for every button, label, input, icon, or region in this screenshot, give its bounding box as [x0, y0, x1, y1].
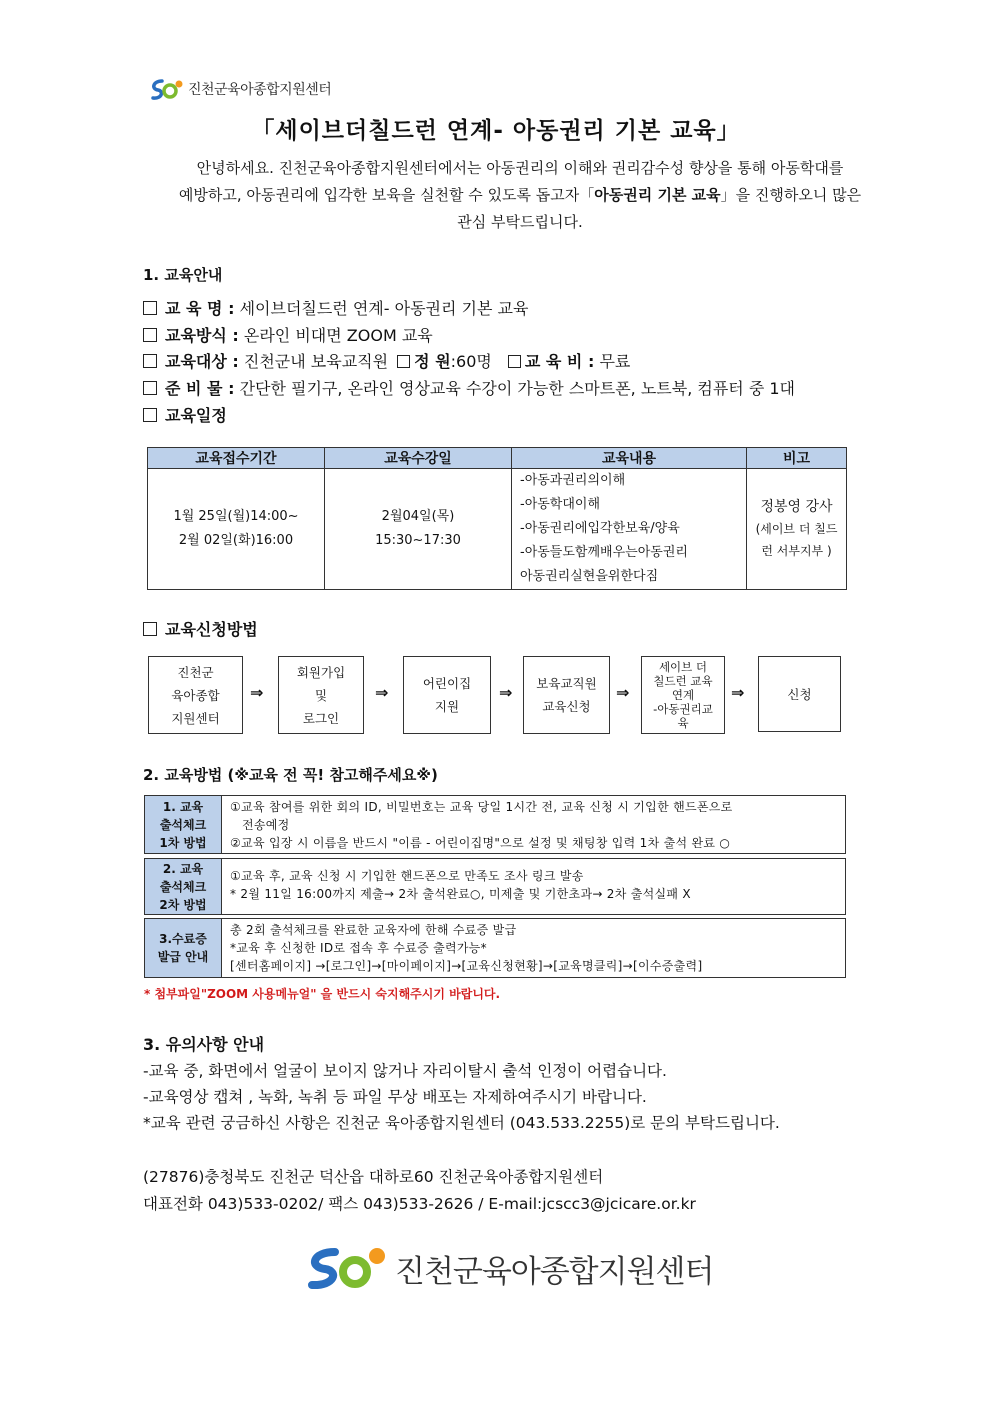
- method-text: ①교육 참여를 위한 회의 ID, 비밀번호는 교육 당일 1시간 전, 교육 신청 시 기입한 핸드폰으로 전송예정 ②교육 입장 시 이름을 반드시 "이름 - 어린이집명"으로 설정 및 채팅창 입력 1차 출석 완료 ○: [230, 800, 733, 850]
- caution-line: -교육 중, 화면에서 얼굴이 보이지 않거나 자리이탈시 출석 인정이 어렵습니다.: [143, 1062, 667, 1080]
- flow-arrow-icon: ⇒: [499, 683, 513, 702]
- checkbox-icon: [143, 328, 157, 342]
- apply-heading: 교육신청방법: [143, 617, 258, 640]
- caution-line: -교육영상 캡쳐 , 녹화, 녹취 등 파일 무상 배포는 자제하여주시기 바랍니다.: [143, 1088, 647, 1106]
- caution-line: *교육 관련 궁금하신 사항은 진천군 육아종합지원센터 (043.533.2255)로 문의 부탁드립니다.: [143, 1114, 780, 1132]
- center-logo-icon: [150, 76, 184, 102]
- flow-arrow-icon: ⇒: [375, 683, 389, 702]
- method-text: 총 2회 출석체크를 완료한 교육자에 한해 수료증 발급 *교육 후 신청한 ID로 접속 후 수료증 출력가능* [센터홈페이지] →[로그인]→[마이페이지]→[교육신청현황]→[교육명클릭]→[이수증출력]: [230, 923, 703, 973]
- method-row-3: [144, 918, 846, 978]
- step-box-signup: 회원가입 및 로그인: [278, 656, 364, 734]
- method-row-2: [144, 858, 846, 915]
- col-header-note: 비고: [747, 448, 847, 469]
- checkbox-icon: [397, 355, 410, 368]
- info-row-prep: 준 비 물 : 간단한 필기구, 온라인 영상교육 수강이 가능한 스마트폰, 노트북, 컴퓨터 중 1대: [143, 376, 795, 399]
- checkbox-icon: [143, 408, 157, 422]
- col-header-content: 교육내용: [512, 448, 747, 469]
- method-text: ①교육 후, 교육 신청 시 기입한 핸드폰으로 만족도 조사 링크 발송 * 2월 11일 16:00까지 제출→ 2차 출석완료○, 미제출 및 기한초과→ 2차 출석실패 X: [230, 869, 691, 901]
- checkbox-icon: [143, 354, 157, 368]
- step-box-apply: 신청: [758, 656, 841, 732]
- method-row-1: [144, 795, 846, 854]
- address: (27876)충청북도 진천군 덕산읍 대하로60 진천군육아종합지원센터: [143, 1168, 604, 1186]
- checkbox-icon: [508, 355, 521, 368]
- schedule-table: [147, 447, 847, 590]
- footer-logo: [305, 1243, 713, 1293]
- center-logo-icon: [305, 1243, 389, 1293]
- intro-line-1: 안녕하세요. 진천군육아종합지원센터에서는 아동권리의 이해와 권리감수성 향상을 통해 아동학대를: [196, 159, 844, 177]
- section1-heading: 1. 교육안내: [143, 266, 223, 284]
- cell-date: 2월04일(목) 15:30~17:30: [325, 469, 512, 590]
- col-header-period: 교육접수기간: [148, 448, 325, 469]
- header-logo-text: 진천군육아종합지원센터: [188, 82, 332, 98]
- header-logo: [150, 76, 331, 102]
- schedule-row: [148, 469, 847, 590]
- checkbox-icon: [143, 381, 157, 395]
- schedule-header-row: [148, 448, 847, 469]
- intro-text: [140, 155, 900, 236]
- intro-line-3: 관심 부탁드립니다.: [457, 213, 583, 231]
- step-box-staff: 보육교직원 교육신청: [523, 656, 610, 734]
- section3-heading: 3. 유의사항 안내: [143, 1035, 265, 1054]
- section2-heading: 2. 교육방법 (※교육 전 꼭! 참고해주세요※): [143, 766, 438, 784]
- intro-line-2: 예방하고, 아동권리에 입각한 보육을 실천할 수 있도록 돕고자「아동권리 기본 교육」을 진행하오니 많은: [178, 186, 862, 204]
- cell-content: -아동과권리의이해 -아동학대이해 -아동권리에입각한보육/양육 -아동들도함께배우는아동권리 아동권리실현을위한다짐: [512, 469, 747, 590]
- info-row-target: 교육대상 : 진천군내 보육교직원 정 원:60명 교 육 비 : 무료: [143, 349, 630, 372]
- intro-bold: 아동권리 기본 교육: [594, 186, 721, 204]
- checkbox-icon: [143, 301, 157, 315]
- info-row-schedule: 교육일정: [143, 403, 227, 426]
- footer-logo-text: 진천군육아종합지원센터: [395, 1253, 714, 1290]
- cell-note: 정봉영 강사 (세이브 더 칠드 런 서부지부 ): [747, 469, 847, 590]
- flow-arrow-icon: ⇒: [250, 683, 264, 702]
- step-box-course: 세이브 더 칠드런 교육 연계 -아동권리교 육: [641, 656, 725, 734]
- checkbox-icon: [143, 622, 157, 636]
- method-label: 1. 교육 출석체크 1차 방법: [145, 796, 222, 853]
- step-box-center: 진천군 육아종합 지원센터: [148, 656, 243, 734]
- flow-arrow-icon: ⇒: [616, 683, 630, 702]
- page-title: 「세이브더칠드런 연계- 아동권리 기본 교육」: [251, 118, 741, 144]
- contact-info: 대표전화 043)533-0202/ 팩스 043)533-2626 / E-mail:jcscc3@jcicare.or.kr: [143, 1195, 696, 1213]
- method-label: 3.수료증 발급 안내: [145, 919, 222, 977]
- step-box-daycare: 어린이집 지원: [403, 656, 491, 734]
- info-row-name: 교 육 명 : 세이브더칠드런 연계- 아동권리 기본 교육: [143, 296, 528, 319]
- zoom-manual-note: * 첨부파일"ZOOM 사용메뉴얼" 을 반드시 숙지해주시기 바랍니다.: [144, 987, 501, 1001]
- info-row-method: 교육방식 : 온라인 비대면 ZOOM 교육: [143, 323, 433, 346]
- method-label: 2. 교육 출석체크 2차 방법: [145, 859, 222, 914]
- col-header-date: 교육수강일: [325, 448, 512, 469]
- flow-arrow-icon: ⇒: [731, 683, 745, 702]
- cell-period: 1월 25일(월)14:00~ 2월 02일(화)16:00: [148, 469, 325, 590]
